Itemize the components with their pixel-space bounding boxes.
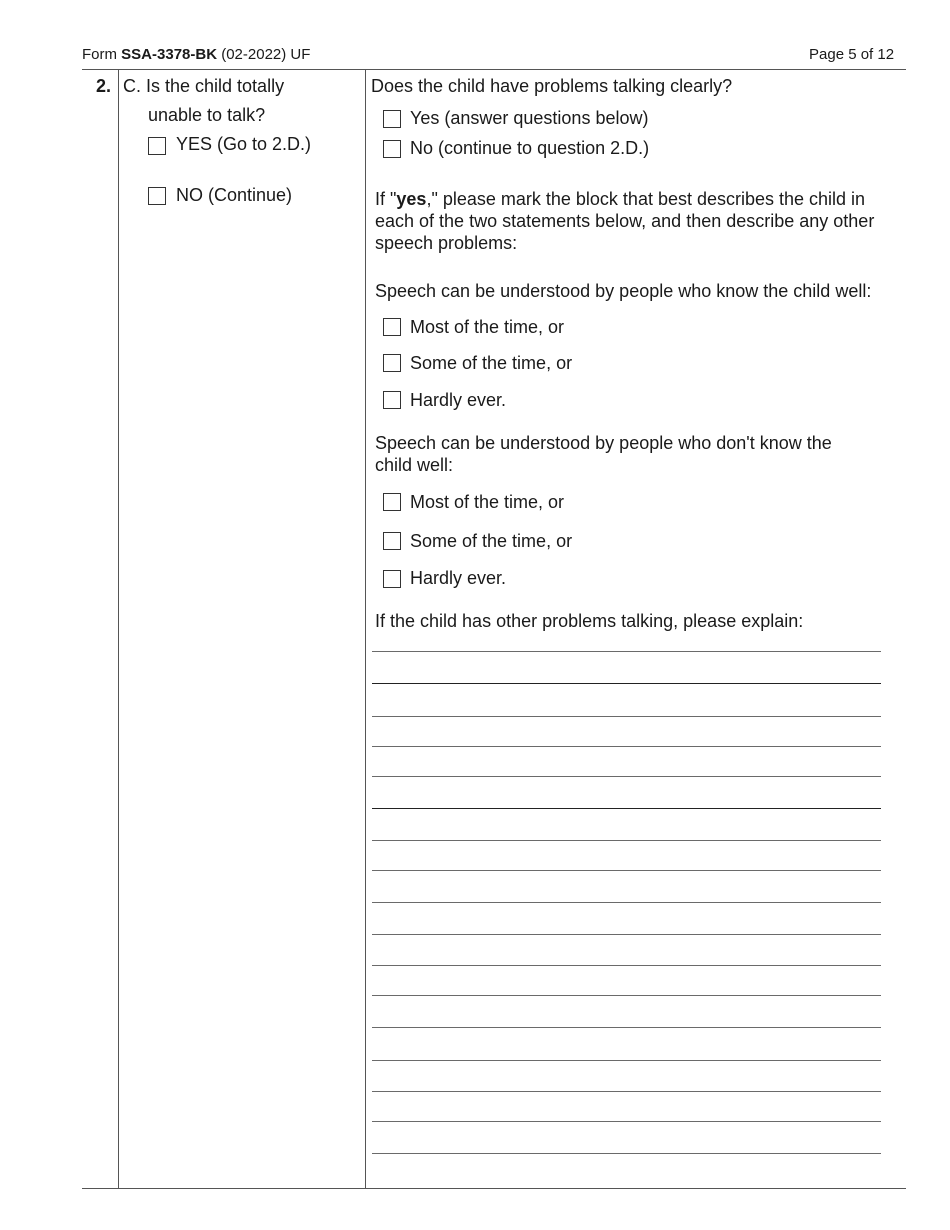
column-divider-1 bbox=[118, 69, 119, 1189]
talking-problems-yes-label: Yes (answer questions below) bbox=[410, 108, 649, 128]
column-divider-2 bbox=[365, 69, 366, 1189]
write-line[interactable] bbox=[372, 1027, 881, 1028]
if-yes-instructions: If "yes," please mark the block that best describes the child in each of the two statements below, and then describe any other speech problems: bbox=[375, 189, 875, 253]
known-hardly-checkbox[interactable] bbox=[383, 391, 401, 409]
known-hardly-label: Hardly ever. bbox=[410, 390, 507, 410]
known-some-label: Some of the time, or bbox=[410, 353, 573, 373]
yes-totally-unable-label: YES (Go to 2.D.) bbox=[176, 134, 312, 154]
no-totally-unable-label: NO (Continue) bbox=[176, 185, 293, 205]
write-line[interactable] bbox=[372, 995, 881, 996]
talking-problems-yes-checkbox[interactable] bbox=[383, 110, 401, 128]
question-number: 2. bbox=[96, 76, 112, 96]
write-line[interactable] bbox=[372, 776, 881, 777]
talking-problems-no-label: No (continue to question 2.D.) bbox=[410, 138, 650, 158]
write-line[interactable] bbox=[372, 1153, 881, 1154]
form-number: SSA-3378-BK bbox=[121, 46, 218, 63]
form-identifier: Form SSA-3378-BK (02-2022) UF bbox=[82, 46, 311, 63]
write-line[interactable] bbox=[372, 746, 881, 747]
page-number: Page 5 of 12 bbox=[809, 46, 895, 63]
table-top-border bbox=[82, 69, 906, 70]
no-totally-unable-checkbox[interactable] bbox=[148, 187, 166, 205]
talking-clearly-question: Does the child have problems talking clearly? bbox=[371, 76, 733, 96]
yes-totally-unable-checkbox[interactable] bbox=[148, 137, 166, 155]
known-most-label: Most of the time, or bbox=[410, 317, 565, 337]
write-line[interactable] bbox=[372, 1060, 881, 1061]
write-line[interactable] bbox=[372, 1121, 881, 1122]
talking-problems-no-checkbox[interactable] bbox=[383, 140, 401, 158]
unknown-some-label: Some of the time, or bbox=[410, 531, 573, 551]
explain-prompt: If the child has other problems talking, please explain: bbox=[375, 611, 804, 631]
unknown-some-checkbox[interactable] bbox=[383, 532, 401, 550]
write-line[interactable] bbox=[372, 683, 881, 684]
question-c-text-line2: unable to talk? bbox=[148, 105, 266, 125]
unknown-most-label: Most of the time, or bbox=[410, 492, 565, 512]
write-line[interactable] bbox=[372, 840, 881, 841]
unknown-hardly-label: Hardly ever. bbox=[410, 568, 507, 588]
question-c-text-line1: C. Is the child totally bbox=[123, 76, 285, 96]
write-line[interactable] bbox=[372, 808, 881, 809]
write-line[interactable] bbox=[372, 1091, 881, 1092]
write-line[interactable] bbox=[372, 902, 881, 903]
write-line[interactable] bbox=[372, 934, 881, 935]
known-some-checkbox[interactable] bbox=[383, 354, 401, 372]
write-line[interactable] bbox=[372, 870, 881, 871]
table-bottom-border bbox=[82, 1188, 906, 1189]
known-most-checkbox[interactable] bbox=[383, 318, 401, 336]
known-listener-heading: Speech can be understood by people who know the child well: bbox=[375, 281, 872, 301]
unknown-hardly-checkbox[interactable] bbox=[383, 570, 401, 588]
unknown-listener-heading: Speech can be understood by people who don't know the child well: bbox=[375, 433, 832, 475]
unknown-most-checkbox[interactable] bbox=[383, 493, 401, 511]
write-line[interactable] bbox=[372, 716, 881, 717]
write-line[interactable] bbox=[372, 965, 881, 966]
write-line[interactable] bbox=[372, 651, 881, 652]
